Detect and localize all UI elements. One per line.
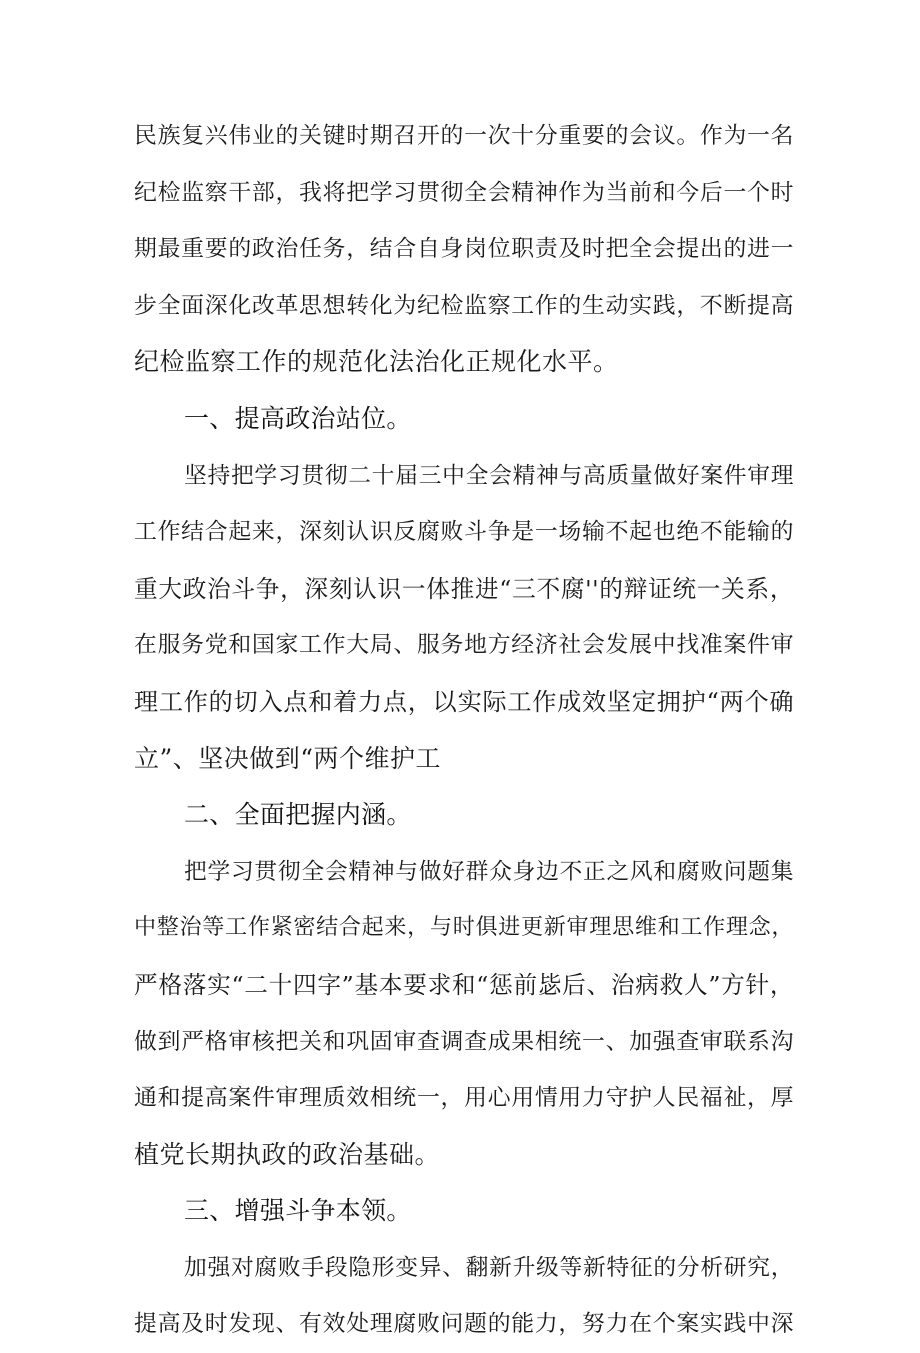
body-text-line: 期最重要的政治任务，结合自身岗位职责及时把全会提出的进一 — [134, 236, 794, 263]
body-text-line: 纪检监察工作的规范化法治化正规化水平。 — [134, 347, 619, 377]
body-text-line: 立”、坚决做到“两个维护工 — [134, 743, 442, 773]
body-text-line: 步全面深化改革思想转化为纪检监察工作的生动实践，不断提高 — [134, 292, 794, 319]
body-text-line: 民族复兴伟业的关键时期召开的一次十分重要的会议。作为一名 — [134, 123, 794, 149]
body-text-line: 严格落实“二十四字”基本要求和“惩前毖后、治病救人”方针， — [134, 970, 794, 999]
body-text-line: 坚持把学习贯彻二十届三中全会精神与高质量做好案件审理 — [184, 462, 794, 489]
body-text-line: 通和提高案件审理质效相统一，用心用情用力守护人民福祉，厚 — [134, 1085, 794, 1112]
section-heading-1: 一、提高政治站位。 — [184, 403, 412, 433]
body-text-line: 加强对腐败手段隐形变异、翻新升级等新特征的分析研究， — [184, 1254, 794, 1281]
section-heading-3: 三、增强斗争本领。 — [184, 1196, 412, 1226]
body-text-line: 把学习贯彻全会精神与做好群众身边不正之风和腐败问题集 — [184, 858, 794, 885]
body-text-line: 理工作的切入点和着力点，以实际工作成效坚定拥护“两个确 — [134, 687, 794, 716]
body-text-line: 纪检监察干部，我将把学习贯彻全会精神作为当前和今后一个时 — [134, 179, 794, 206]
body-text-line: 在服务党和国家工作大局、服务地方经济社会发展中找准案件审 — [134, 632, 794, 659]
body-text-line: 提高及时发现、有效处理腐败问题的能力，努力在个案实践中深 — [134, 1311, 794, 1338]
body-text-line: 重大政治斗争，深刻认识一体推进“三不腐''的辩证统一关系， — [134, 574, 794, 603]
body-text-line: 工作结合起来，深刻认识反腐败斗争是一场输不起也绝不能输的 — [134, 519, 794, 546]
section-heading-2: 二、全面把握内涵。 — [184, 800, 412, 830]
body-text-line: 植党长期执政的政治基础。 — [134, 1139, 441, 1169]
body-text-line: 中整治等工作紧密结合起来，与时俱进更新审理思维和工作理念， — [134, 915, 794, 941]
body-text-line: 做到严格审核把关和巩固审查调查成果相统一、加强查审联系沟 — [134, 1028, 794, 1055]
document-body — [134, 108, 794, 1353]
